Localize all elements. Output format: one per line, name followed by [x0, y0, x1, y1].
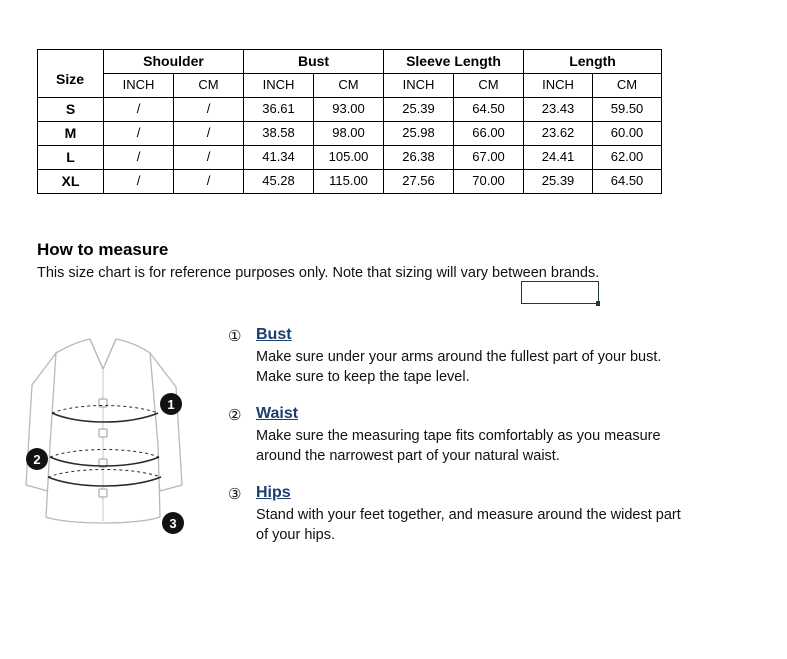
cell-length-cm: 62.00	[593, 146, 662, 170]
table-row	[38, 98, 662, 122]
cell-shoulder-inch: /	[104, 146, 174, 170]
measure-instructions-list	[228, 326, 688, 563]
svg-text:2: 2	[33, 452, 41, 467]
row-size-label: L	[38, 146, 104, 170]
cardigan-illustration	[18, 325, 218, 555]
list-item	[228, 326, 688, 387]
cell-length-cm: 64.50	[593, 170, 662, 194]
unit-header-shoulder-inch: INCH	[104, 74, 174, 98]
group-header-bust: Bust	[244, 50, 384, 74]
cell-length-inch: 23.43	[524, 98, 593, 122]
cell-shoulder-inch: /	[104, 122, 174, 146]
measure-number-3: ③	[228, 486, 242, 503]
how-to-measure-title: How to measure	[37, 240, 169, 259]
table-row	[38, 122, 662, 146]
cell-sleeve-inch: 25.39	[384, 98, 454, 122]
cell-bust-cm: 115.00	[314, 170, 384, 194]
empty-outlined-box	[521, 281, 599, 304]
group-header-sleeve-length: Sleeve Length	[384, 50, 524, 74]
list-item	[228, 405, 688, 466]
measure-body-bust: Make sure under your arms around the fullest part of your bust. Make sure to keep the tape level.	[256, 349, 662, 385]
cell-sleeve-inch: 27.56	[384, 170, 454, 194]
unit-header-bust-inch: INCH	[244, 74, 314, 98]
row-size-label: M	[38, 122, 104, 146]
unit-header-length-inch: INCH	[524, 74, 593, 98]
cell-shoulder-cm: /	[174, 146, 244, 170]
measure-body-hips: Stand with your feet together, and measure around the widest part of your hips.	[256, 507, 681, 543]
cell-bust-cm: 105.00	[314, 146, 384, 170]
how-to-measure-subtitle: This size chart is for reference purposes only. Note that sizing will vary between brands.	[37, 265, 600, 281]
cell-bust-inch: 38.58	[244, 122, 314, 146]
svg-text:3: 3	[169, 516, 177, 531]
cell-bust-inch: 41.34	[244, 146, 314, 170]
cell-sleeve-inch: 25.98	[384, 122, 454, 146]
cell-length-inch: 23.62	[524, 122, 593, 146]
cell-sleeve-cm: 67.00	[454, 146, 524, 170]
cell-sleeve-inch: 26.38	[384, 146, 454, 170]
cell-shoulder-inch: /	[104, 170, 174, 194]
group-header-shoulder: Shoulder	[104, 50, 244, 74]
cell-length-cm: 59.50	[593, 98, 662, 122]
cell-bust-cm: 98.00	[314, 122, 384, 146]
cell-length-cm: 60.00	[593, 122, 662, 146]
row-size-label: S	[38, 98, 104, 122]
table-corner-size-label: Size	[55, 71, 84, 87]
cell-sleeve-cm: 66.00	[454, 122, 524, 146]
group-header-length: Length	[524, 50, 662, 74]
measure-heading-bust[interactable]: Bust	[256, 326, 292, 343]
cell-shoulder-cm: /	[174, 170, 244, 194]
table-header-units	[38, 74, 662, 98]
cell-bust-inch: 36.61	[244, 98, 314, 122]
table-row	[38, 146, 662, 170]
list-item	[228, 484, 688, 545]
table-row	[38, 170, 662, 194]
cell-length-inch: 24.41	[524, 146, 593, 170]
unit-header-sleeve-inch: INCH	[384, 74, 454, 98]
cell-bust-cm: 93.00	[314, 98, 384, 122]
measure-heading-waist[interactable]: Waist	[256, 405, 299, 422]
cell-shoulder-cm: /	[174, 98, 244, 122]
cell-shoulder-inch: /	[104, 98, 174, 122]
unit-header-sleeve-cm: CM	[454, 74, 524, 98]
cell-length-inch: 25.39	[524, 170, 593, 194]
measure-body-waist: Make sure the measuring tape fits comfortably as you measure around the narrowest part of your natural waist.	[256, 428, 661, 464]
cell-sleeve-cm: 64.50	[454, 98, 524, 122]
cell-shoulder-cm: /	[174, 122, 244, 146]
svg-text:1: 1	[167, 397, 175, 412]
size-chart-table	[37, 49, 662, 194]
unit-header-shoulder-cm: CM	[174, 74, 244, 98]
measure-heading-hips[interactable]: Hips	[256, 484, 291, 501]
cell-bust-inch: 45.28	[244, 170, 314, 194]
measure-number-1: ①	[228, 328, 242, 345]
table-header-groups	[38, 50, 662, 74]
unit-header-bust-cm: CM	[314, 74, 384, 98]
unit-header-length-cm: CM	[593, 74, 662, 98]
row-size-label: XL	[38, 170, 104, 194]
measure-number-2: ②	[228, 407, 242, 424]
size-chart-table-container	[37, 49, 661, 194]
cell-sleeve-cm: 70.00	[454, 170, 524, 194]
